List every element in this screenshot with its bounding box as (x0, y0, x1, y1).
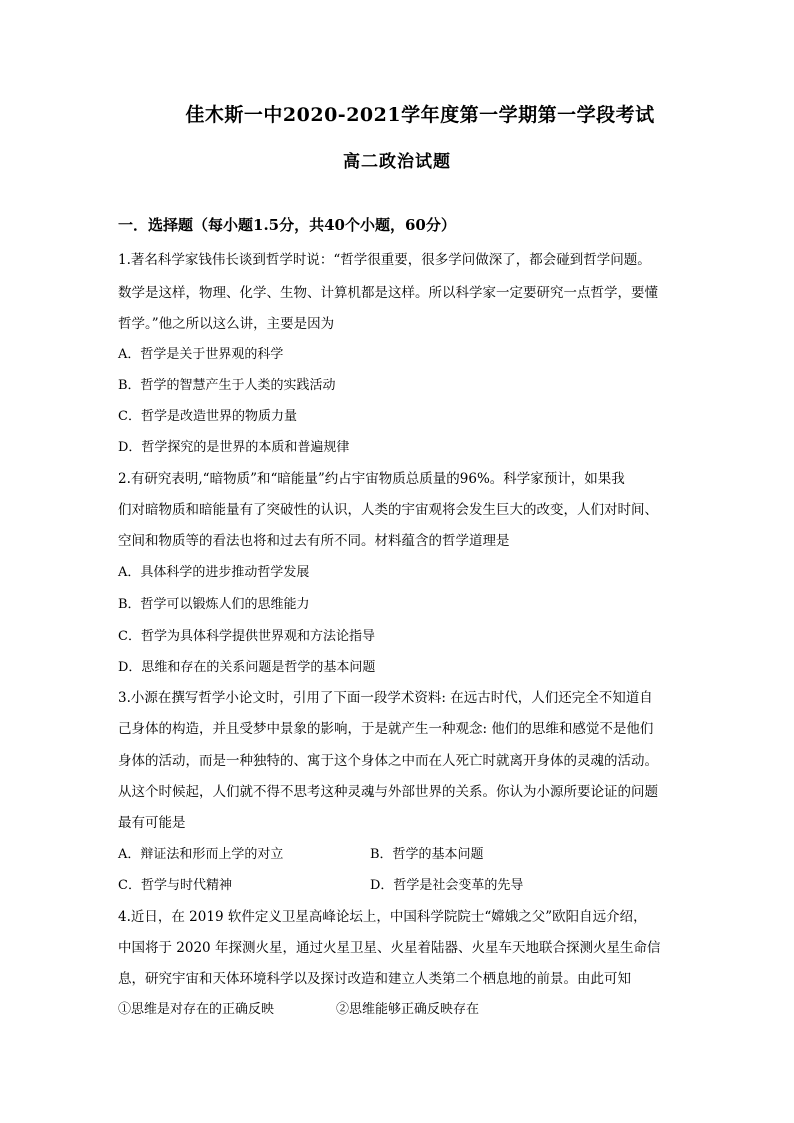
question-3-stem-line: 从这个时候起，人们就不得不思考这种灵魂与外部世界的关系。你认为小源所要论证的问题 (118, 784, 658, 800)
question-2-stem-line: 空间和物质等的看法也将和过去有所不同。材料蕴含的哲学道理是 (118, 533, 510, 549)
question-2-stem-line: 们对暗物质和暗能量有了突破性的认识，人类的宇宙观将会发生巨大的改变，人们对时间、 (118, 502, 658, 518)
exam-title: 佳木斯一中2020-2021学年度第一学期第一学段考试 (185, 104, 655, 126)
question-3-option-a: A．辩证法和形而上学的对立 (118, 847, 284, 862)
question-2-option-d: D．思维和存在的关系问题是哲学的基本问题 (118, 660, 376, 675)
question-3-stem-line: 3.小源在撰写哲学小论文时，引用了下面一段学术资料: 在远古时代，人们还完全不知道自 (118, 690, 653, 706)
question-4-stem-line: 4.近日，在 2019 软件定义卫星高峰论坛上，中国科学院院士“嫦娥之父”欧阳自远介绍， (118, 909, 647, 925)
question-1-option-a: A．哲学是关于世界观的科学 (118, 347, 284, 362)
question-4-option-2: ②思维能够正确反映存在 (336, 1002, 480, 1017)
question-4-stem-line: 息，研究宇宙和天体环境科学以及探讨改造和建立人类第二个栖息地的前景。由此可知 (118, 971, 631, 987)
question-3-stem-line: 己身体的构造，并且受梦中景象的影响，于是就产生一种观念: 他们的思维和感觉不是他们 (118, 721, 654, 737)
question-3-option-b: B．哲学的基本问题 (370, 847, 484, 862)
section-heading: 一．选择题（每小题1.5分，共40个小题，60分） (118, 216, 456, 234)
question-3-stem-line: 最有可能是 (118, 815, 186, 831)
question-4-stem-line: 中国将于 2020 年探测火星，通过火星卫星、火星着陆器、火星车天地联合探测火星生命信 (118, 940, 661, 956)
question-2-stem-line: 2.有研究表明,“暗物质”和“暗能量”约占宇宙物质总质量的96%。科学家预计，如果我 (118, 471, 625, 487)
question-1-stem-line: 1.著名科学家钱伟长谈到哲学时说：“哲学很重要，很多学问做深了，都会碰到哲学问题。 (118, 252, 651, 268)
question-3-option-c: C．哲学与时代精神 (118, 878, 232, 893)
question-1-option-b: B．哲学的智慧产生于人类的实践活动 (118, 378, 336, 393)
exam-subtitle: 高二政治试题 (343, 152, 451, 172)
question-1-stem-line: 哲学。”他之所以这么讲，主要是因为 (118, 316, 335, 332)
question-2-option-b: B．哲学可以锻炼人们的思维能力 (118, 597, 310, 612)
question-1-option-c: C．哲学是改造世界的物质力量 (118, 409, 297, 424)
question-4-option-1: ①思维是对存在的正确反映 (118, 1002, 275, 1017)
question-1-stem-line: 数学是这样，物理、化学、生物、计算机都是这样。所以科学家一定要研究一点哲学，要懂 (118, 285, 658, 301)
question-2-option-c: C．哲学为具体科学提供世界观和方法论指导 (118, 629, 375, 644)
question-3-stem-line: 身体的活动，而是一种独特的、寓于这个身体之中而在人死亡时就离开身体的灵魂的活动。 (118, 753, 658, 769)
question-1-option-d: D．哲学探究的是世界的本质和普遍规律 (118, 440, 350, 455)
question-3-option-d: D．哲学是社会变革的先导 (370, 878, 524, 893)
question-2-option-a: A．具体科学的进步推动哲学发展 (118, 565, 310, 580)
